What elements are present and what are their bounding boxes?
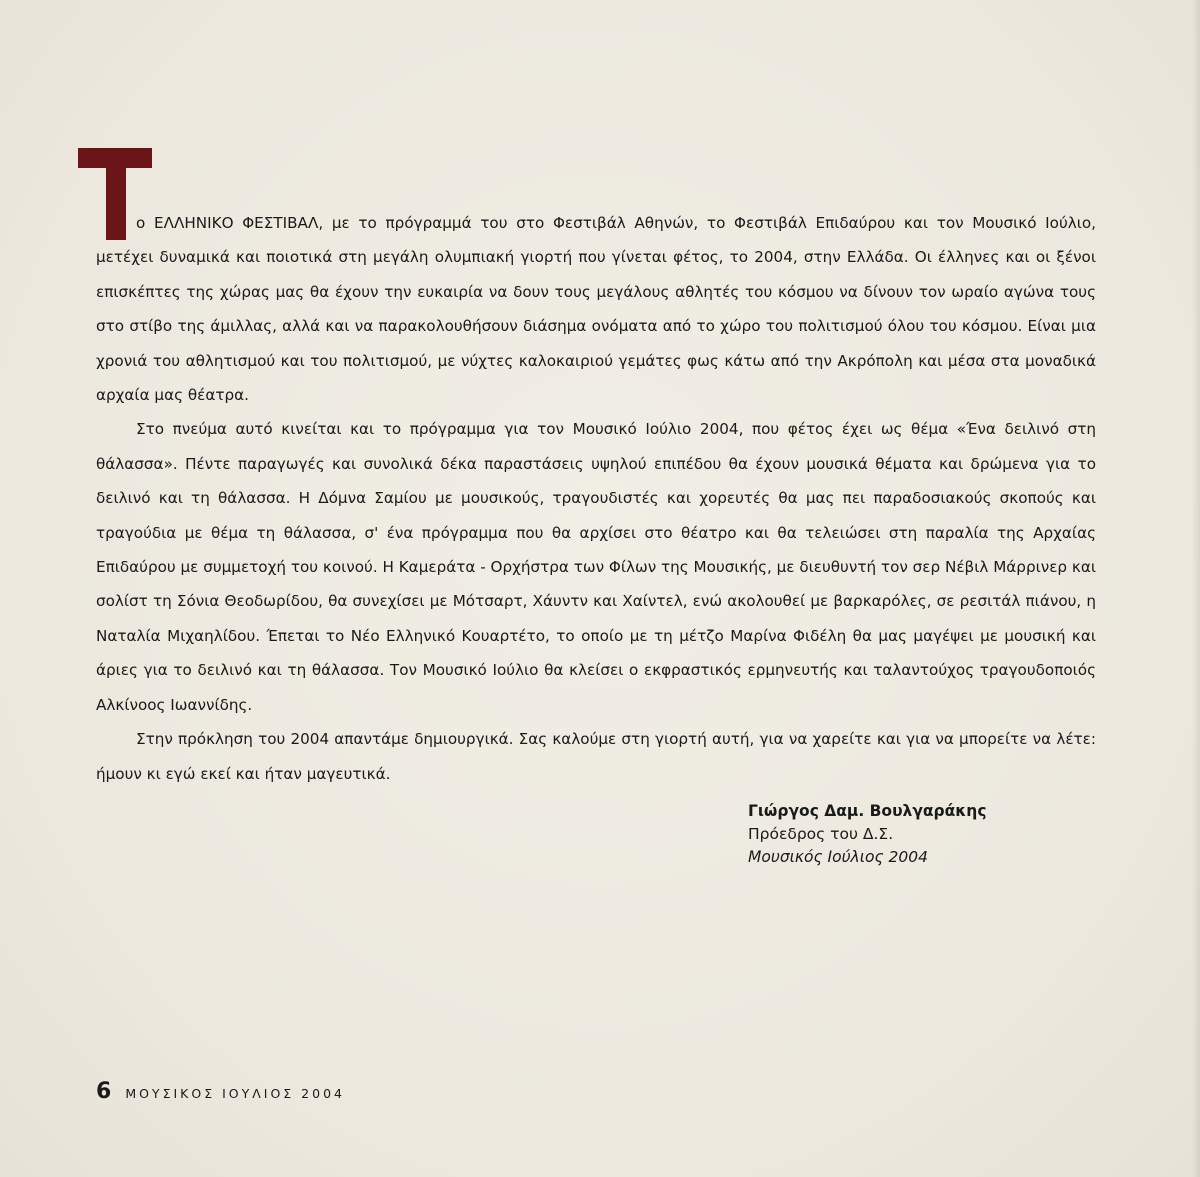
- letter-body: [96, 206, 1096, 791]
- page-edge-shadow: [1192, 0, 1200, 1177]
- page-number: 6: [96, 1079, 112, 1104]
- signatory-role: Πρόεδρος του Δ.Σ.: [748, 825, 894, 843]
- page-footer: [96, 1079, 345, 1104]
- signatory-name: Γιώργος Δαμ. Βουλγαράκης: [748, 802, 987, 820]
- paragraph-2: Στο πνεύμα αυτό κινείται και το πρόγραμμα για τον Μουσικό Ιούλιο 2004, που φέτος έχει ως θέμα «Ένα δειλινό στη θάλασσα». Πέντε παραγωγές και συνολικά δέκα παραστάσεις υψηλού επιπέδου θα έχουν μουσικά θέματα και δρώμενα για το δειλινό και τη θάλασσα. Η Δόμνα Σαμίου με μουσικούς, τραγουδιστές και χορευτές θα μας πει παραδοσιακούς σκοπούς και τραγούδια με θέμα τη θάλασσα, σ' ένα πρόγραμμα που θα αρχίσει στο θέατρο και θα τελειώσει στη παραλία της Αρχαίας Επιδαύρου με συμμετοχή του κοινού. Η Καμεράτα - Ορχήστρα των Φίλων της Μουσικής, με διευθυντή τον σερ Νέβιλ Μάρρινερ και σολίστ τη Σόνια Θεοδωρίδου, θα συνεχίσει με Μότσαρτ, Χάυντν και Χαίντελ, ενώ ακολουθεί με βαρκαρόλες, σε ρεσιτάλ πιάνου, η Ναταλία Μιχαηλίδου. Έπεται το Νέο Ελληνικό Κουαρτέτο, το οποίο με τη μέτζο Μαρίνα Φιδέλη θα μας μαγέψει με μουσική και άριες για το δειλινό και τη θάλασσα. Τον Μουσικό Ιούλιο θα κλείσει ο εκφραστικός ερμηνευτής και ταλαντούχος τραγουδοποιός Αλκίνοος Ιωαννίδης.: [96, 420, 1096, 714]
- signatory-organization: Μουσικός Ιούλιος 2004: [748, 848, 928, 866]
- signature-block: [748, 800, 987, 869]
- paragraph-3: Στην πρόκληση του 2004 απαντάμε δημιουργικά. Σας καλούμε στη γιορτή αυτή, για να χαρείτε και για να μπορείτε να λέτε: ήμουν κι εγώ εκεί και ήταν μαγευτικά.: [96, 730, 1096, 783]
- paragraph-1: ο ΕΛΛΗΝΙΚΟ ΦΕΣΤΙΒΑΛ, με το πρόγραμμά του στο Φεστιβάλ Αθηνών, το Φεστιβάλ Επιδαύρου και τον Μουσικό Ιούλιο, μετέχει δυναμικά και ποιοτικά στη μεγάλη ολυμπιακή γιορτή που γίνεται φέτος, το 2004, στην Ελλάδα. Οι έλληνες και οι ξένοι επισκέπτες της χώρας μας θα έχουν την ευκαιρία να δουν τους μεγάλους αθλητές του κόσμου να δίνουν τον ωραίο αγώνα τους στο στίβο της άμιλλας, αλλά και να παρακολουθήσουν διάσημα ονόματα από το χώρο του πολιτισμού όλου του κόσμου. Είναι μια χρονιά του αθλητισμού και του πολιτισμού, με νύχτες καλοκαιριού γεμάτες φως κάτω από την Ακρόπολη και μέσα στα μοναδικά αρχαία μας θέατρα.: [96, 214, 1096, 405]
- running-title: ΜΟΥΣΙΚΟΣ ΙΟΥΛΙΟΣ 2004: [125, 1086, 345, 1101]
